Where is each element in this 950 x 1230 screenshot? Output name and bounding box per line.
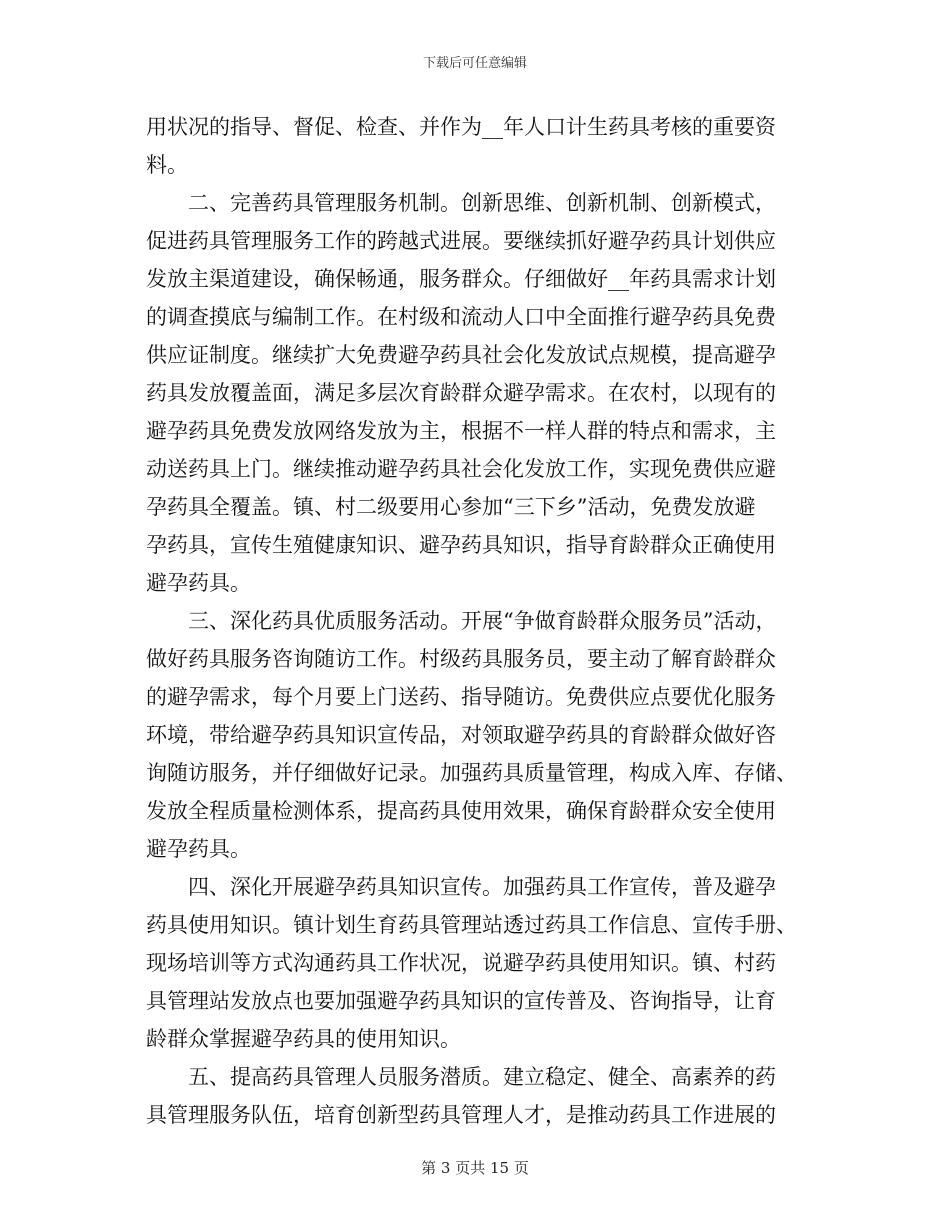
- text-line: 供应证制度。继续扩大免费避孕药具社会化发放试点规模，提高避孕: [146, 343, 776, 367]
- text-line: 四、深化开展避孕药具知识宣传。加强药具工作宣传，普及避孕: [146, 875, 776, 899]
- text-line: 五、提高药具管理人员服务潜质。建立稳定、健全、高素养的药: [146, 1065, 776, 1089]
- paragraph-1: [146, 108, 804, 184]
- text-line: 药具发放覆盖面，满足多层次育龄群众避孕需求。在农村，以现有的: [146, 381, 776, 405]
- text-line: 现场培训等方式沟通药具工作状况，说避孕药具使用知识。镇、村药: [146, 951, 776, 975]
- paragraph-3: [146, 602, 804, 868]
- text-line: 孕药具全覆盖。镇、村二级要用心参加“三下乡”活动，免费发放避: [146, 495, 756, 519]
- text-line: 的调查摸底与编制工作。在村级和流动人口中全面推行避孕药具免费: [146, 305, 776, 329]
- text-line: 环境，带给避孕药具知识宣传品，对领取避孕药具的育龄群众做好咨: [146, 723, 776, 747]
- text-line: 具管理站发放点也要加强避孕药具知识的宣传普及、咨询指导，让育: [146, 989, 776, 1013]
- text-line: 三、深化药具优质服务活动。开展“争做育龄群众服务员”活动，: [146, 609, 777, 633]
- text-line: 做好药具服务咨询随访工作。村级药具服务员，要主动了解育龄群众: [146, 647, 776, 671]
- paragraph-2: [146, 184, 804, 602]
- text-line: 发放全程质量检测体系，提高药具使用效果，确保育龄群众安全使用: [146, 799, 776, 823]
- text-line: 避孕药具。: [146, 571, 251, 595]
- text-line: 避孕药具免费发放网络发放为主，根据不一样人群的特点和需求，主: [146, 419, 776, 443]
- text-line: 用状况的指导、督促、检查、并作为__年人口计生药具考核的重要资: [146, 115, 776, 139]
- text-line: 具管理服务队伍，培育创新型药具管理人才，是推动药具工作进展的: [146, 1103, 776, 1127]
- text-line: 避孕药具。: [146, 837, 251, 861]
- document-body: [146, 108, 804, 1134]
- text-line: 龄群众掌握避孕药具的使用知识。: [146, 1027, 461, 1051]
- text-line: 促进药具管理服务工作的跨越式进展。要继续抓好避孕药具计划供应: [146, 229, 776, 253]
- paragraph-4: [146, 868, 804, 1058]
- text-line: 动送药具上门。继续推动避孕药具社会化发放工作，实现免费供应避: [146, 457, 776, 481]
- text-line: 询随访服务，并仔细做好记录。加强药具质量管理，构成入库、存储、: [146, 761, 797, 785]
- text-line: 药具使用知识。镇计划生育药具管理站透过药具工作信息、宣传手册、: [146, 913, 797, 937]
- text-line: 发放主渠道建设，确保畅通，服务群众。仔细做好__年药具需求计划: [146, 267, 776, 291]
- paragraph-5: [146, 1058, 804, 1134]
- page-number: 第 3 页共 15 页: [421, 1159, 529, 1177]
- text-line: 二、完善药具管理服务机制。创新思维、创新机制、创新模式，: [146, 191, 776, 215]
- text-line: 料。: [146, 153, 188, 177]
- text-line: 孕药具，宣传生殖健康知识、避孕药具知识，指导育龄群众正确使用: [146, 533, 776, 557]
- text-line: 的避孕需求，每个月要上门送药、指导随访。免费供应点要优化服务: [146, 685, 776, 709]
- page-header: 下载后可任意编辑: [422, 56, 527, 71]
